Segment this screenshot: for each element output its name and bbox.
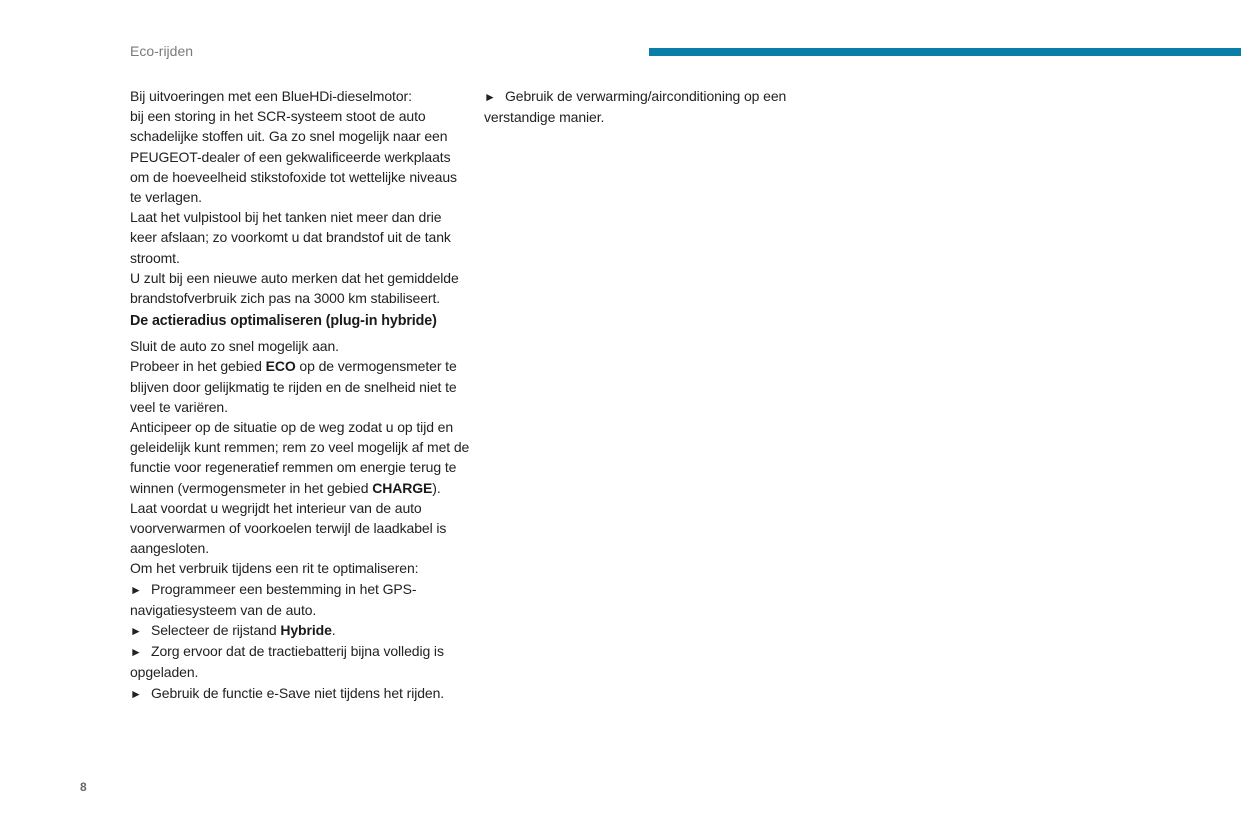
section-heading-range: De actieradius optimaliseren (plug-in hybride): [130, 313, 437, 330]
bullet-item-battery: ► Zorg ervoor dat de tractiebatterij bijna volledig is opgeladen.: [130, 643, 444, 681]
bullet-arrow-icon: ►: [130, 645, 142, 660]
charge-emphasis: CHARGE: [372, 479, 433, 496]
paragraph-eco-zone: Probeer in het gebied ECO op de vermogensmeter te blijven door gelijkmatig te rijden en de snelheid niet te veel te variëren.: [130, 358, 457, 415]
paragraph-refuel: Laat het vulpistool bij het tanken niet meer dan drie keer afslaan; zo voorkomt u dat brandstof uit de tank stroomt.: [130, 209, 451, 266]
eco-emphasis: ECO: [265, 358, 296, 375]
bullet-item-climate: ► Gebruik de verwarming/airconditioning op een verstandige manier.: [484, 88, 787, 126]
paragraph-preconditioning: Laat voordat u wegrijdt het interieur van de auto voorverwarmen of voorkoelen terwijl de laadkabel is aangesloten.: [130, 499, 447, 557]
bullet-arrow-icon: ►: [130, 686, 142, 701]
paragraph-scr-fault: bij een storing in het SCR-systeem stoot de auto schadelijke stoffen uit. Ga zo snel mogelijk naar een PEUGEOT-dealer of een gekwalificeerde werkplaats om de hoeveelheid stikstofoxide tot wettelijke niveaus te verlagen.: [130, 108, 457, 206]
paragraph-regenerative-braking: Anticipeer op de situatie op de weg zodat u op tijd en geleidelijk kunt remmen; rem zo veel mogelijk af met de functie voor regeneratief remmen om energie terug te winnen (vermogensmeter in het gebied CHARGE).: [130, 419, 470, 496]
bullet-item-gps: ► Programmeer een bestemming in het GPS-navigatiesysteem van de auto.: [130, 580, 417, 618]
bullet-arrow-icon: ►: [130, 624, 142, 639]
bullet-item-drive-mode: ► Selecteer de rijstand Hybride.: [130, 620, 470, 641]
bullet-item-esave: ► Gebruik de functie e-Save niet tijdens het rijden.: [130, 683, 470, 704]
right-text-column: [484, 86, 814, 127]
paragraph-new-car-consumption: U zult bij een nieuwe auto merken dat het gemiddelde brandstofverbruik zich pas na 3000 km stabiliseert.: [130, 269, 459, 307]
header-accent-bar: [649, 48, 1241, 56]
hybride-emphasis: Hybride: [280, 622, 332, 639]
page-number: 8: [80, 780, 87, 794]
paragraph-plug-in: Sluit de auto zo snel mogelijk aan.: [130, 338, 339, 355]
paragraph-optimize-intro: Om het verbruik tijdens een rit te optimaliseren:: [130, 560, 419, 577]
left-text-column: [130, 86, 470, 704]
section-title: Eco-rijden: [130, 43, 194, 59]
bullet-arrow-icon: ►: [484, 90, 496, 104]
bullet-arrow-icon: ►: [130, 582, 142, 597]
paragraph-diesel-intro: Bij uitvoeringen met een BlueHDi-dieselmotor:: [130, 88, 412, 104]
